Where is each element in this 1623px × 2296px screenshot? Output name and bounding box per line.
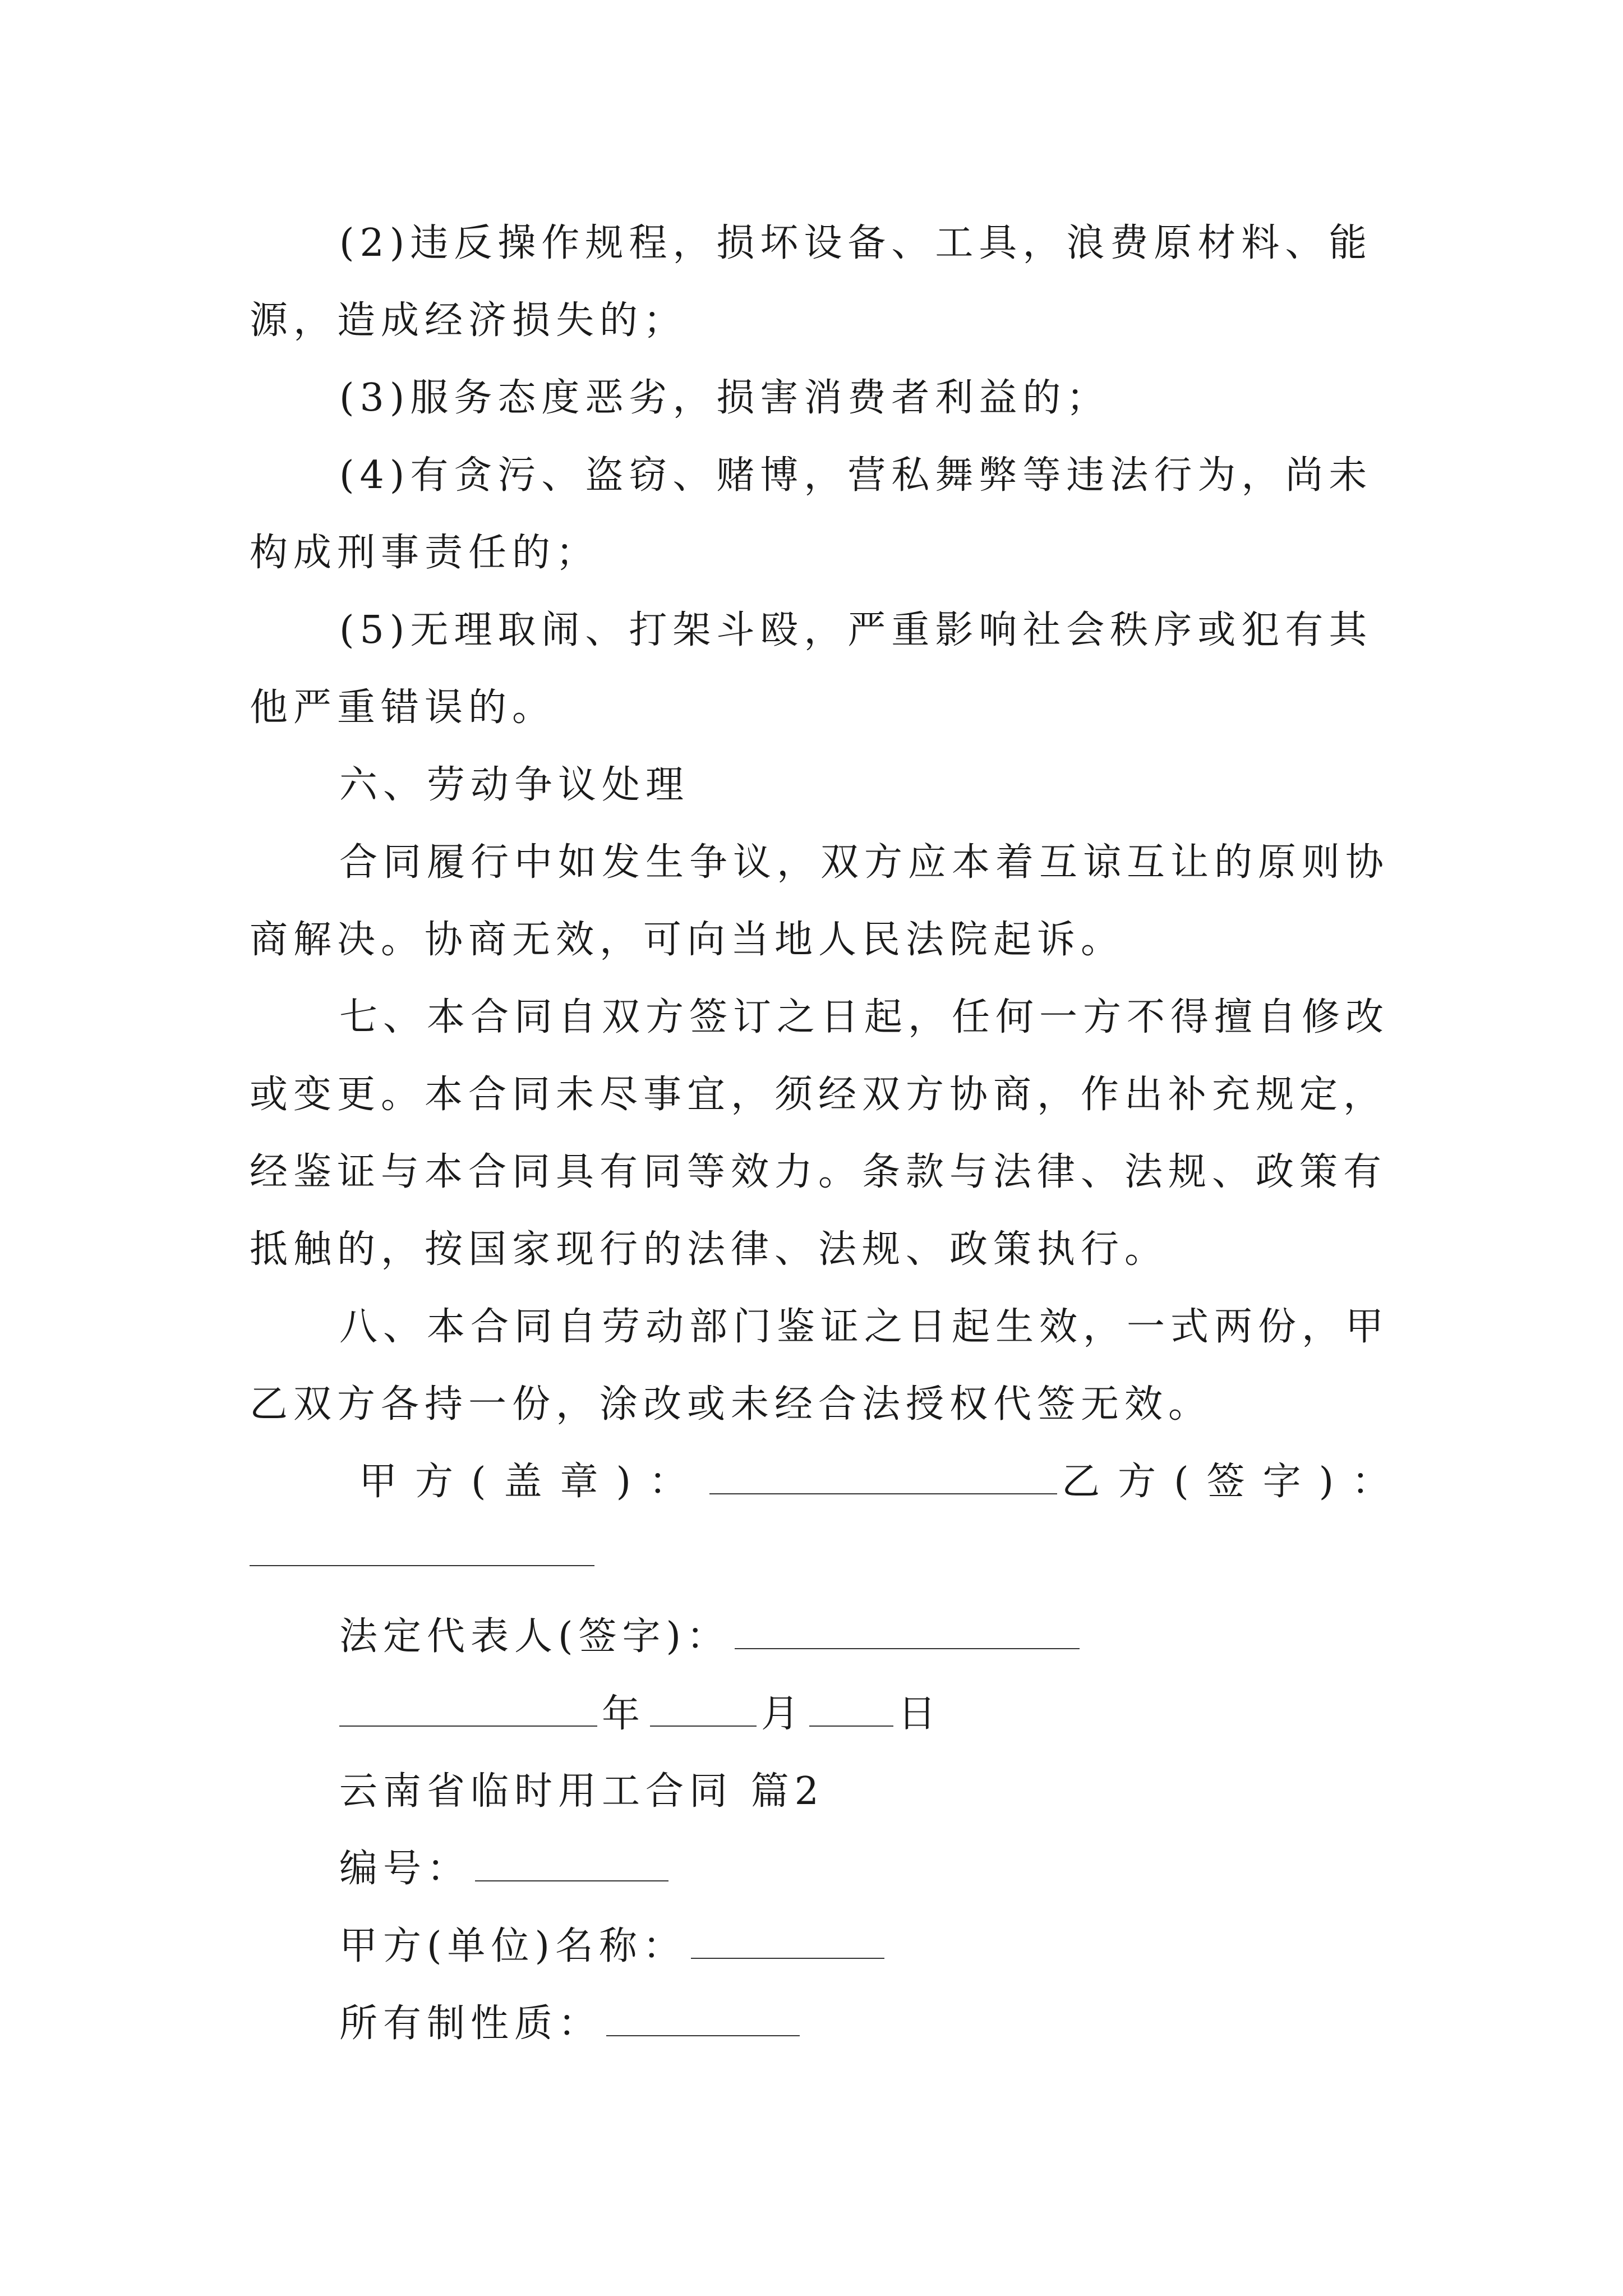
month-blank[interactable] — [650, 1692, 757, 1727]
section-7-line-1: 七、本合同自双方签订之日起，任何一方不得擅自修改 — [339, 995, 1390, 1039]
clause-4-line-1: (4)有贪污、盗窃、赌博，营私舞弊等违法行为，尚未 — [339, 453, 1373, 498]
party-b-sign-blank[interactable] — [250, 1565, 594, 1566]
clause-5-line-1: (5)无理取闹、打架斗殴，严重影响社会秩序或犯有其 — [339, 608, 1373, 652]
party-a-name-row — [339, 1923, 889, 1970]
section-6-title: 六、劳动争议处理 — [339, 763, 690, 807]
section-7-line-4: 抵触的，按国家现行的法律、法规、政策执行。 — [250, 1227, 1169, 1272]
serial-label: 编号： — [339, 1847, 471, 1891]
party-a-name-label: 甲方(单位)名称： — [339, 1924, 687, 1968]
contract-2-title: 云南省临时用工合同 篇2 — [339, 1769, 824, 1814]
signature-row — [359, 1458, 1408, 1506]
section-7-line-3: 经鉴证与本合同具有同等效力。条款与法律、法规、政策有 — [250, 1150, 1387, 1194]
party-a-seal-blank[interactable] — [709, 1460, 1057, 1494]
year-label: 年 — [602, 1692, 646, 1736]
serial-blank[interactable] — [475, 1847, 668, 1881]
legal-rep-row — [339, 1613, 1084, 1660]
section-8-line-1: 八、本合同自劳动部门鉴证之日起生效，一式两份，甲 — [339, 1305, 1390, 1349]
date-row — [339, 1691, 942, 1738]
ownership-blank[interactable] — [606, 2001, 800, 2036]
serial-row — [339, 1846, 673, 1893]
party-a-name-blank[interactable] — [691, 1924, 884, 1959]
clause-2-line-2: 源，造成经济损失的； — [250, 298, 688, 343]
section-8-line-2: 乙双方各持一份，涂改或未经合法授权代签无效。 — [250, 1382, 1212, 1427]
day-blank[interactable] — [809, 1692, 893, 1727]
ownership-row — [339, 2000, 804, 2047]
section-6-line-2: 商解决。协商无效，可向当地人民法院起诉。 — [250, 918, 1125, 962]
ownership-label: 所有制性质： — [339, 2001, 602, 2046]
clause-4-line-2: 构成刑事责任的； — [250, 531, 600, 575]
section-7-line-2: 或变更。本合同未尽事宜，须经双方协商，作出补充规定， — [250, 1073, 1387, 1117]
party-a-seal-label: 甲方(盖章)： — [359, 1460, 706, 1504]
legal-rep-blank[interactable] — [735, 1614, 1080, 1649]
legal-rep-label: 法定代表人(签字)： — [339, 1614, 731, 1659]
section-6-line-1: 合同履行中如发生争议，双方应本着互谅互让的原则协 — [339, 840, 1390, 885]
party-b-sign-label: 乙方(签字)： — [1062, 1460, 1408, 1504]
clause-2-line-1: (2)违反操作规程，损坏设备、工具，浪费原材料、能 — [339, 221, 1373, 265]
day-label: 日 — [898, 1692, 942, 1736]
clause-5-line-2: 他严重错误的。 — [250, 685, 556, 730]
year-blank[interactable] — [339, 1692, 597, 1727]
clause-3: (3)服务态度恶劣，损害消费者利益的； — [339, 376, 1110, 420]
month-label: 月 — [761, 1692, 805, 1736]
